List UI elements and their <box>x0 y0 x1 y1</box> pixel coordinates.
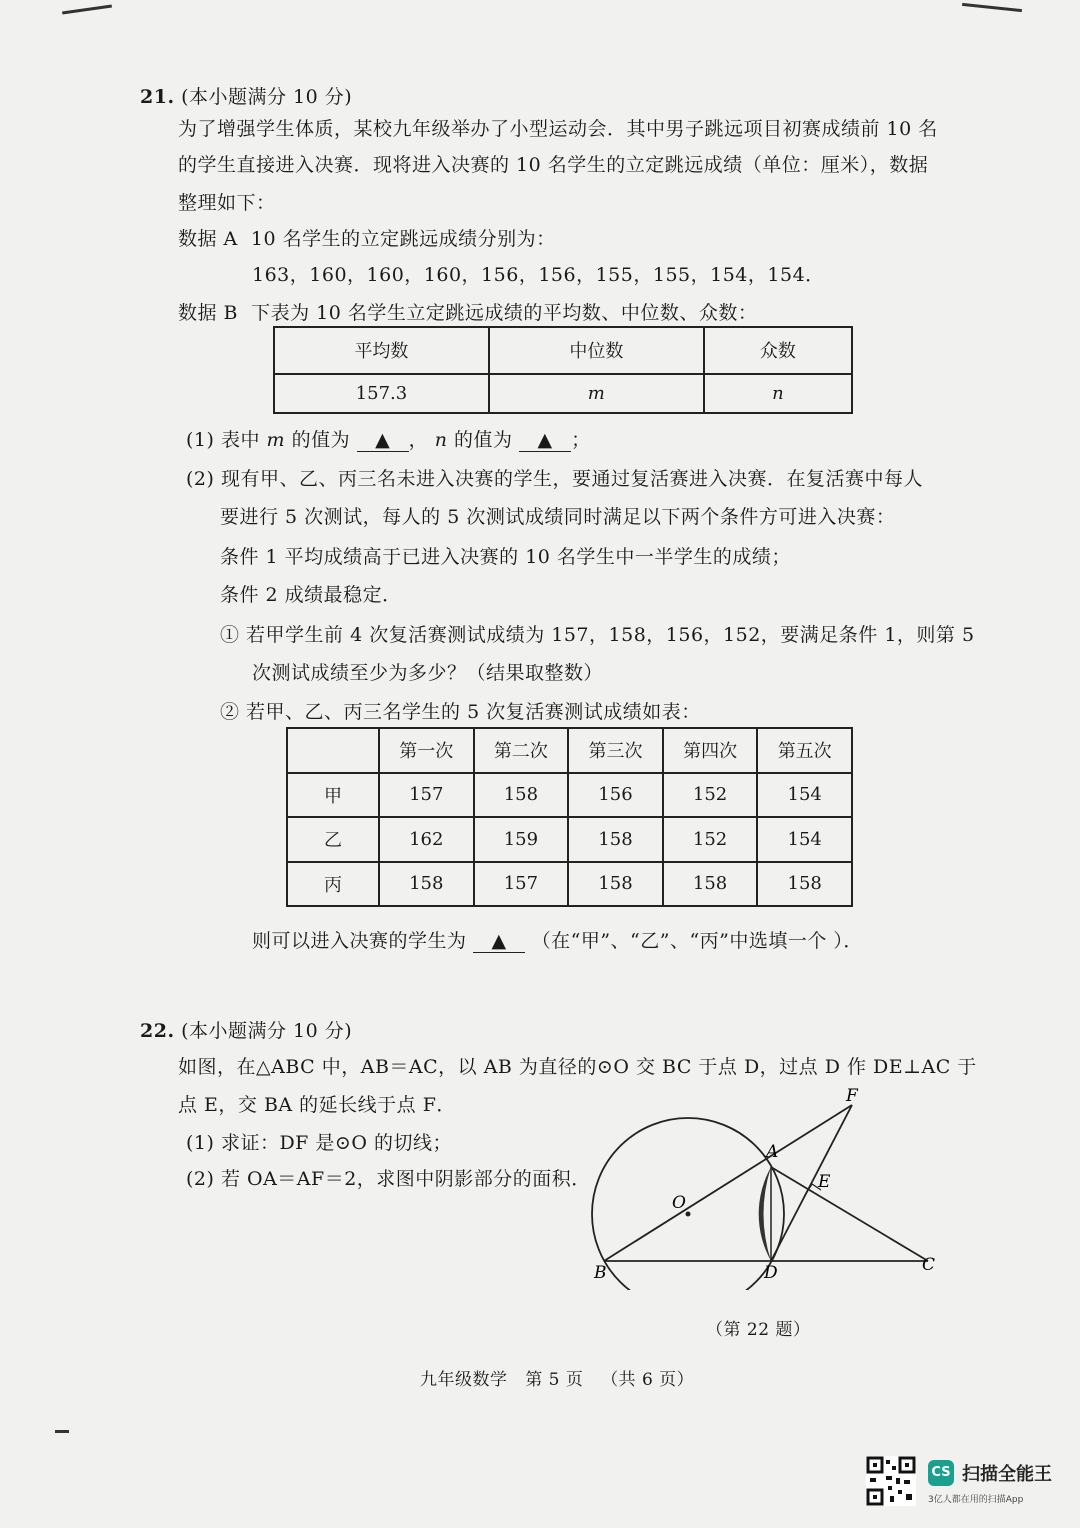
stats-value-mean: 157.3 <box>274 374 489 413</box>
data-a-label: 数据 A <box>178 228 238 250</box>
score-header-4: 第四次 <box>663 728 758 773</box>
table-cell: 158 <box>379 862 474 907</box>
label-c: C <box>922 1255 936 1275</box>
q22-number: 22. <box>140 1020 175 1042</box>
table-cell: 158 <box>474 773 569 818</box>
q22-line2: 点 E，交 BA 的延长线于点 F． <box>178 1094 456 1116</box>
part1-prefix: (1) 表中 <box>186 429 260 451</box>
q22-part1: (1) 求证：DF 是⊙O 的切线； <box>186 1132 452 1154</box>
label-d: D <box>764 1263 778 1283</box>
final-prefix: 则可以进入决赛的学生为 <box>252 930 467 952</box>
segment-df <box>771 1105 852 1261</box>
q22-header: (本小题满分 10 分) <box>181 1020 353 1042</box>
row-label-jia: 甲 <box>287 773 379 818</box>
circle-o <box>592 1118 784 1290</box>
table-cell: 158 <box>757 862 852 907</box>
q22-part2: (2) 若 OA＝AF＝2，求图中阴影部分的面积． <box>186 1168 591 1190</box>
stats-header-mean: 平均数 <box>274 327 489 374</box>
q21-data-b <box>178 298 757 325</box>
q21-final <box>252 926 863 953</box>
q21-part1 <box>186 425 591 452</box>
label-a: A <box>766 1142 779 1162</box>
q22-line1: 如图，在△ABC 中，AB＝AC，以 AB 为直径的⊙O 交 BC 于点 D，过点 D 作 DE⊥AC 于 <box>178 1056 977 1078</box>
part1-text1: 的值为 <box>291 429 351 451</box>
part1-end: ； <box>571 429 591 451</box>
answer-blank-n[interactable]: ▲ <box>519 429 571 452</box>
q21-title <box>140 82 352 109</box>
q21-data-a <box>178 224 556 251</box>
q21-part2-line2: 要进行 5 次测试，每人的 5 次测试成绩同时满足以下两个条件方可进入决赛： <box>220 506 896 528</box>
label-f: F <box>846 1086 858 1106</box>
center-dot <box>686 1212 691 1217</box>
table-cell: 158 <box>568 817 663 862</box>
part1-sep: ， <box>408 429 429 451</box>
part1-var-m: m <box>266 429 286 451</box>
part1-var-n: n <box>434 429 448 451</box>
score-header-5: 第五次 <box>757 728 852 773</box>
table-cell: 158 <box>663 862 758 907</box>
stats-table <box>273 326 853 414</box>
camscanner-logo-icon: CS <box>928 1460 954 1486</box>
q21-part2-line1: (2) 现有甲、乙、丙三名未进入决赛的学生，要通过复活赛进入决赛．在复活赛中每人 <box>186 468 923 490</box>
score-header-corner <box>287 728 379 773</box>
stats-header-median: 中位数 <box>489 327 704 374</box>
q22-title <box>140 1016 352 1043</box>
data-a-values: 163，160，160，160，156，156，155，155，154，154． <box>252 264 825 286</box>
q21-intro-line3: 整理如下： <box>178 192 276 214</box>
corner-mark-right <box>962 3 1022 12</box>
part1-text2: 的值为 <box>454 429 513 451</box>
stats-value-mode: n <box>704 374 852 413</box>
table-cell: 154 <box>757 817 852 862</box>
answer-blank-student[interactable]: ▲ <box>473 930 525 953</box>
watermark-slogan: 3亿人都在用的扫描App <box>928 1495 1024 1505</box>
footer-page: 第 5 页 <box>525 1370 584 1390</box>
data-b-label: 数据 B <box>178 302 239 324</box>
table-row <box>287 773 852 818</box>
table-cell: 152 <box>663 773 758 818</box>
watermark-name: 扫描全能王 <box>962 1464 1052 1485</box>
score-header-3: 第三次 <box>568 728 663 773</box>
footer-total: （共 6 页） <box>601 1370 695 1390</box>
edge-mark <box>55 1430 69 1433</box>
q21-number: 21. <box>140 86 175 108</box>
stats-table-value-row <box>274 374 852 413</box>
label-o: O <box>672 1193 686 1213</box>
answer-blank-m[interactable]: ▲ <box>357 429 409 452</box>
condition-2: 条件 2 成绩最稳定． <box>220 584 402 606</box>
table-cell: 158 <box>568 862 663 907</box>
label-b: B <box>594 1263 607 1283</box>
data-a-text: 10 名学生的立定跳远成绩分别为： <box>250 228 556 250</box>
stats-header-mode: 众数 <box>704 327 852 374</box>
q21-intro-line2: 的学生直接进入决赛．现将进入决赛的 10 名学生的立定跳远成绩（单位：厘米），数据 <box>178 154 929 176</box>
row-label-bing: 丙 <box>287 862 379 907</box>
subquestion-1-line2: 次测试成绩至少为多少？（结果取整数） <box>252 662 604 684</box>
data-b-text: 下表为 10 名学生立定跳远成绩的平均数、中位数、众数： <box>251 302 758 324</box>
row-label-yi: 乙 <box>287 817 379 862</box>
table-cell: 159 <box>474 817 569 862</box>
table-row <box>287 817 852 862</box>
figure-caption: （第 22 题） <box>706 1320 811 1340</box>
table-cell: 156 <box>568 773 663 818</box>
shaded-region <box>759 1167 771 1261</box>
stats-value-median: m <box>489 374 704 413</box>
table-cell: 154 <box>757 773 852 818</box>
subquestion-1-line1: ① 若甲学生前 4 次复活赛测试成绩为 157，158，156，152，要满足条件 1，则第 5 <box>220 624 975 646</box>
stats-table-header-row <box>274 327 852 374</box>
table-cell: 157 <box>379 773 474 818</box>
score-table-header-row <box>287 728 852 773</box>
table-cell: 162 <box>379 817 474 862</box>
table-cell: 152 <box>663 817 758 862</box>
geometry-figure <box>560 1080 960 1290</box>
subquestion-2-line1: ② 若甲、乙、丙三名学生的 5 次复活赛测试成绩如表： <box>220 701 701 723</box>
corner-mark-left <box>62 5 112 15</box>
segment-bf <box>604 1105 852 1261</box>
final-suffix: （在“甲”、“乙”、“丙”中选填一个 ）． <box>531 930 863 952</box>
score-header-1: 第一次 <box>379 728 474 773</box>
table-row <box>287 862 852 907</box>
condition-1: 条件 1 平均成绩高于已进入决赛的 10 名学生中一半学生的成绩； <box>220 546 791 568</box>
q21-intro-line1: 为了增强学生体质，某校九年级举办了小型运动会．其中男子跳远项目初赛成绩前 10 名 <box>178 118 938 140</box>
footer-subject: 九年级数学 <box>420 1370 508 1390</box>
table-cell: 157 <box>474 862 569 907</box>
qr-code-icon <box>866 1456 916 1506</box>
label-e: E <box>818 1172 831 1192</box>
page-footer <box>420 1365 694 1390</box>
score-table <box>286 727 853 907</box>
q21-header: (本小题满分 10 分) <box>181 86 353 108</box>
score-header-2: 第二次 <box>474 728 569 773</box>
